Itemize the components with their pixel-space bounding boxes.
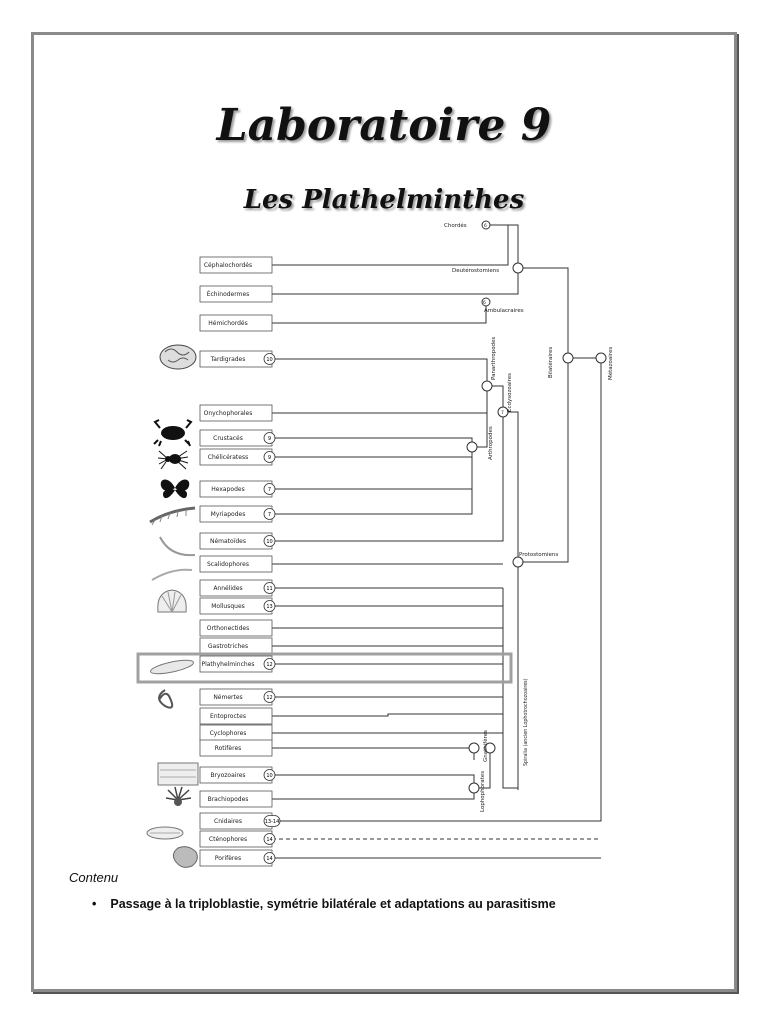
taxon-badge: 10: [266, 357, 273, 363]
brachiopod-icon: [166, 787, 191, 806]
taxon-badge: 13-14: [264, 819, 280, 825]
clade-ambulacraires-badge: 6: [483, 301, 486, 306]
taxon-badge: 14: [266, 856, 273, 862]
shell-icon: [158, 590, 186, 612]
taxon-label: Némertes: [213, 694, 243, 701]
taxon-label: Cnidaires: [214, 818, 242, 825]
taxon-badge: 9: [267, 436, 272, 442]
flatworm-icon: [149, 658, 194, 677]
clade-arthropodes: Arthropodes: [488, 426, 494, 460]
clade-protostomiens: Protostomiens: [519, 552, 559, 558]
crab-icon: [154, 420, 191, 446]
contenu-heading: Contenu: [69, 870, 119, 885]
taxon-label: Nématoïdes: [209, 538, 247, 545]
taxon-label: Hexapodes: [211, 486, 245, 493]
clade-gnathiferes: Gnathifères: [483, 730, 489, 762]
taxon-badge: 9: [267, 455, 272, 461]
taxon-label: Brachiopodes: [207, 796, 249, 803]
taxon-label: Porifères: [214, 855, 242, 862]
clade-spiralia: Spiralia (ancien Lophotrochozoaires): [524, 678, 529, 766]
clade-ecdysozoaires-badge: 7: [501, 411, 504, 416]
taxon-label: Crustacés: [213, 435, 243, 442]
clade-deuterostomiens: Deutérostomiens: [452, 268, 500, 274]
taxon-badge: 12: [266, 662, 273, 668]
taxon-label: Myriapodes: [210, 511, 246, 518]
taxon-label: Rotifères: [214, 745, 242, 752]
taxon-label: Onychophorales: [203, 410, 253, 417]
taxon-label: Échinodermes: [206, 291, 250, 298]
taxon-label: Cténophores: [208, 836, 248, 843]
taxon-label: Tardigrades: [210, 356, 246, 363]
clade-bilateraires: Bilatéraires: [548, 346, 554, 378]
taxon-label: Scalidophores: [206, 561, 250, 568]
butterfly-icon: [161, 480, 190, 499]
taxon-badge: 10: [266, 539, 273, 545]
taxon-label: Orthonectides: [206, 625, 250, 632]
page-title: Laboratoire 9: [216, 100, 552, 151]
highlight-box: [138, 654, 511, 682]
clade-metazoaires: Métazoaires: [608, 346, 614, 380]
clade-ambulacraires: Ambulacraires: [484, 308, 524, 314]
taxon-badge: 11: [266, 586, 273, 592]
taxon-label: Gastrotriches: [207, 643, 249, 650]
taxon-label: Cyclophores: [209, 730, 247, 737]
taxon-label: Hémichordés: [208, 320, 248, 327]
page-subtitle: Les Plathelminthes: [243, 185, 525, 215]
taxon-label: Chélicératess: [207, 454, 249, 461]
clade-ecdysozoaires: Ecdysozoaires: [507, 372, 513, 412]
taxon-badge: 7: [267, 487, 272, 493]
clade-panarthropodes: Panarthropodes: [491, 336, 497, 380]
sponge-icon: [173, 847, 197, 868]
taxon-badge: 14: [266, 837, 273, 843]
nemertean-icon: [159, 690, 172, 708]
bullet-item: • Passage à la triploblastie, symétrie bilatérale et adaptations au parasitisme: [92, 897, 556, 911]
ctenophore-icon: [147, 827, 183, 839]
centipede-icon: [150, 508, 195, 525]
spider-icon: [158, 451, 188, 469]
taxon-label: Plathyhelminches: [201, 661, 255, 668]
taxon-badge: 10: [266, 773, 273, 779]
clade-lophophorates: Lophophorates: [480, 770, 486, 812]
taxon-label: Bryozoaires: [210, 772, 246, 779]
bullet-text: Passage à la triploblastie, symétrie bilatérale et adaptations au parasitisme: [110, 897, 556, 911]
taxon-label: Mollusques: [211, 603, 245, 610]
bryozoan-icon: [158, 763, 198, 785]
taxon-badge: 7: [267, 512, 272, 518]
nematode-icon: [152, 537, 195, 580]
clade-chordes-badge: 6: [484, 224, 487, 229]
taxon-badge: 12: [266, 695, 273, 701]
taxon-badge: 13: [266, 604, 273, 610]
taxon-label: Céphalochordés: [203, 262, 253, 269]
clade-chordes: Chordés: [444, 223, 467, 229]
taxon-label: Entoproctes: [210, 713, 246, 720]
tardigrade-icon: [160, 345, 196, 369]
taxon-label: Annélides: [213, 585, 243, 592]
